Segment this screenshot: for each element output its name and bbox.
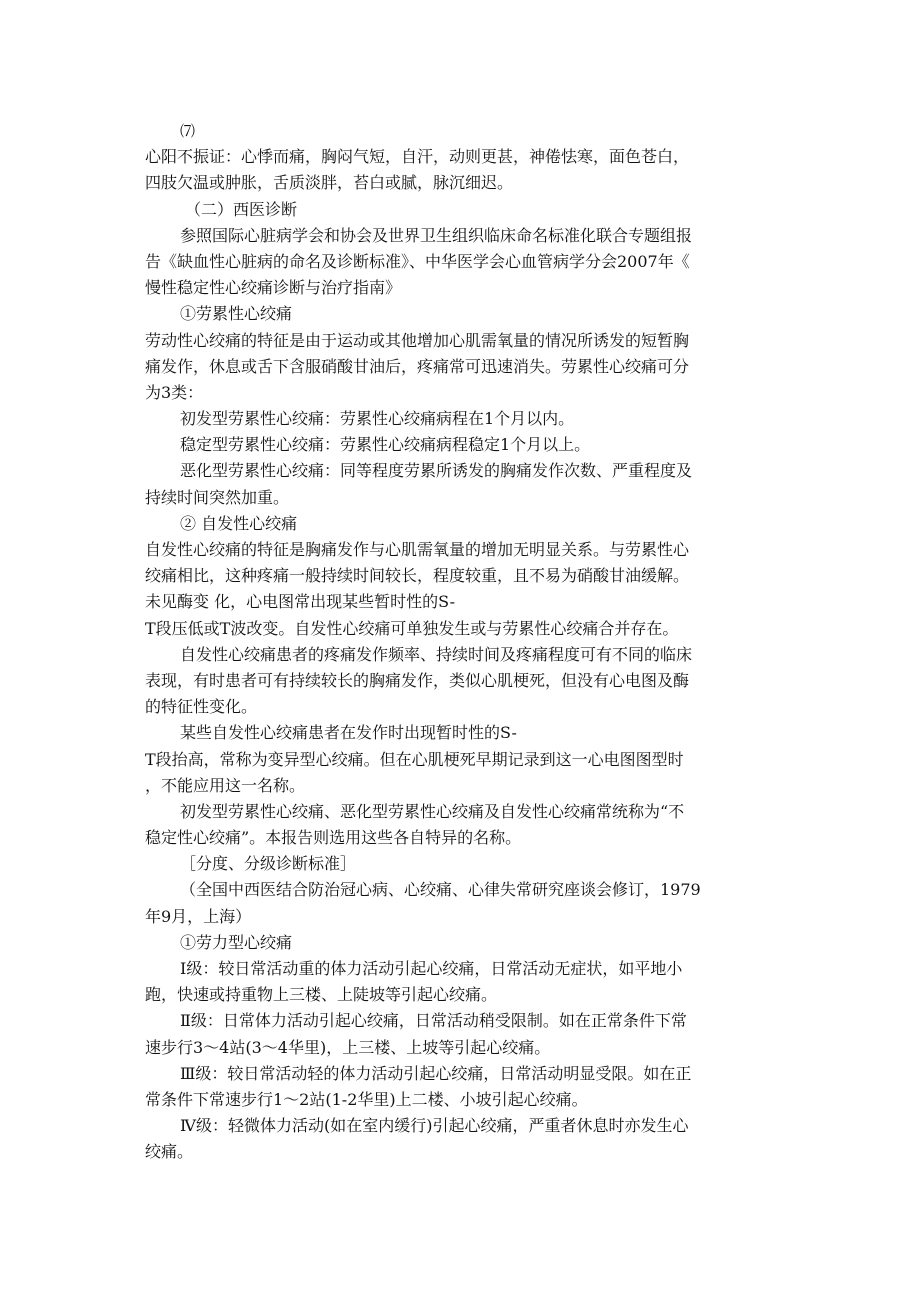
text-line: 自发性心绞痛的特征是胸痛发作与心肌需氧量的增加无明显关系。与劳累性心 xyxy=(145,540,690,559)
text-line: 四肢欠温或肿胀，舌质淡胖，苔白或腻，脉沉细迟。 xyxy=(145,173,514,193)
text-line: 某些自发性心绞痛患者在发作时出现暂时性的S- xyxy=(180,723,517,743)
text-line: 初发型劳累性心绞痛、恶化型劳累性心绞痛及自发性心绞痛常统称为“不 xyxy=(180,801,685,821)
text-line: 速步行3～4站(3～4华里)，上三楼、上坡等引起心绞痛。 xyxy=(145,1037,551,1057)
text-line: Ⅰ级：较日常活动重的体力活动引起心绞痛，日常活动无症状，如平地小 xyxy=(180,959,683,978)
text-line: ①劳累性心绞痛 xyxy=(180,304,293,324)
text-line: ①劳力型心绞痛 xyxy=(180,932,293,952)
text-line: Ⅲ级：较日常活动轻的体力活动引起心绞痛，日常活动明显受限。如在正 xyxy=(180,1063,692,1083)
text-line: 绞痛。 xyxy=(145,1142,194,1162)
text-line: 参照国际心脏病学会和协会及世界卫生组织临床命名标准化联合专题组报 xyxy=(180,225,693,245)
text-line: ⑺ xyxy=(180,122,196,140)
text-line: Ⅳ级：轻微体力活动(如在室内缓行)引起心绞痛，严重者休息时亦发生心 xyxy=(180,1116,689,1136)
text-line: T段抬高，常称为变异型心绞痛。但在心肌梗死早期记录到这一心电图图型时 xyxy=(145,749,684,769)
text-line: 持续时间突然加重。 xyxy=(145,487,290,507)
text-line: ［分度、分级诊断标准］ xyxy=(180,854,357,874)
document-body xyxy=(145,118,777,1166)
text-line: 为3类： xyxy=(145,382,204,402)
text-line: Ⅱ级：日常体力活动引起心绞痛，日常活动稍受限制。如在正常条件下常 xyxy=(180,1011,687,1031)
text-line: 慢性稳定性心绞痛诊断与治疗指南》 xyxy=(145,278,402,298)
text-line: 心阳不振证：心悸而痛，胸闷气短，自汗，动则更甚，神倦怯寒，面色苍白， xyxy=(145,147,690,167)
text-line: 稳定性心绞痛”。本报告则选用这些各自特异的名称。 xyxy=(145,828,522,848)
text-line: 表现，有时患者可有持续较长的胸痛发作，类似心肌梗死，但没有心电图及酶 xyxy=(145,670,690,690)
text-line: 劳动性心绞痛的特征是由于运动或其他增加心肌需氧量的情况所诱发的短暂胸 xyxy=(145,330,690,350)
text-line: 绞痛相比，这种疼痛一般持续时间较长，程度较重，且不易为硝酸甘油缓解。 xyxy=(145,566,690,586)
text-line: （二）西医诊断 xyxy=(185,199,298,219)
text-line: 稳定型劳累性心绞痛：劳累性心绞痛病程稳定1个月以上。 xyxy=(180,435,591,455)
text-line: （全国中西医结合防治冠心病、心绞痛、心律失常研究座谈会修订，1979 xyxy=(180,880,701,900)
text-line: 常条件下常速步行1～2站(1-2华里)上二楼、小坡引起心绞痛。 xyxy=(145,1089,588,1109)
text-line: 的特征性变化。 xyxy=(145,697,258,717)
text-line: 跑，快速或持重物上三楼、上陡坡等引起心绞痛。 xyxy=(145,985,498,1005)
text-line: ② 自发性心绞痛 xyxy=(180,513,298,533)
text-line: 自发性心绞痛患者的疼痛发作频率、持续时间及疼痛程度可有不同的临床 xyxy=(180,644,693,664)
text-line: 告《缺血性心脏病的命名及诊断标准》、中华医学会心血管病学分会2007年《 xyxy=(145,251,690,271)
text-line: 恶化型劳累性心绞痛：同等程度劳累所诱发的胸痛发作次数、严重程度及 xyxy=(180,461,693,481)
text-line: T段压低或T波改变。自发性心绞痛可单独发生或与劳累性心绞痛合并存在。 xyxy=(145,618,679,638)
text-line: 未见酶变 化，心电图常出现某些暂时性的S- xyxy=(145,592,456,612)
text-line: 痛发作，休息或舌下含服硝酸甘油后，疼痛常可迅速消失。劳累性心绞痛可分 xyxy=(145,356,690,376)
text-line: 初发型劳累性心绞痛：劳累性心绞痛病程在1个月以内。 xyxy=(180,409,575,429)
text-line: 年9月，上海） xyxy=(145,906,252,926)
text-line: ，不能应用这一名称。 xyxy=(145,775,306,795)
